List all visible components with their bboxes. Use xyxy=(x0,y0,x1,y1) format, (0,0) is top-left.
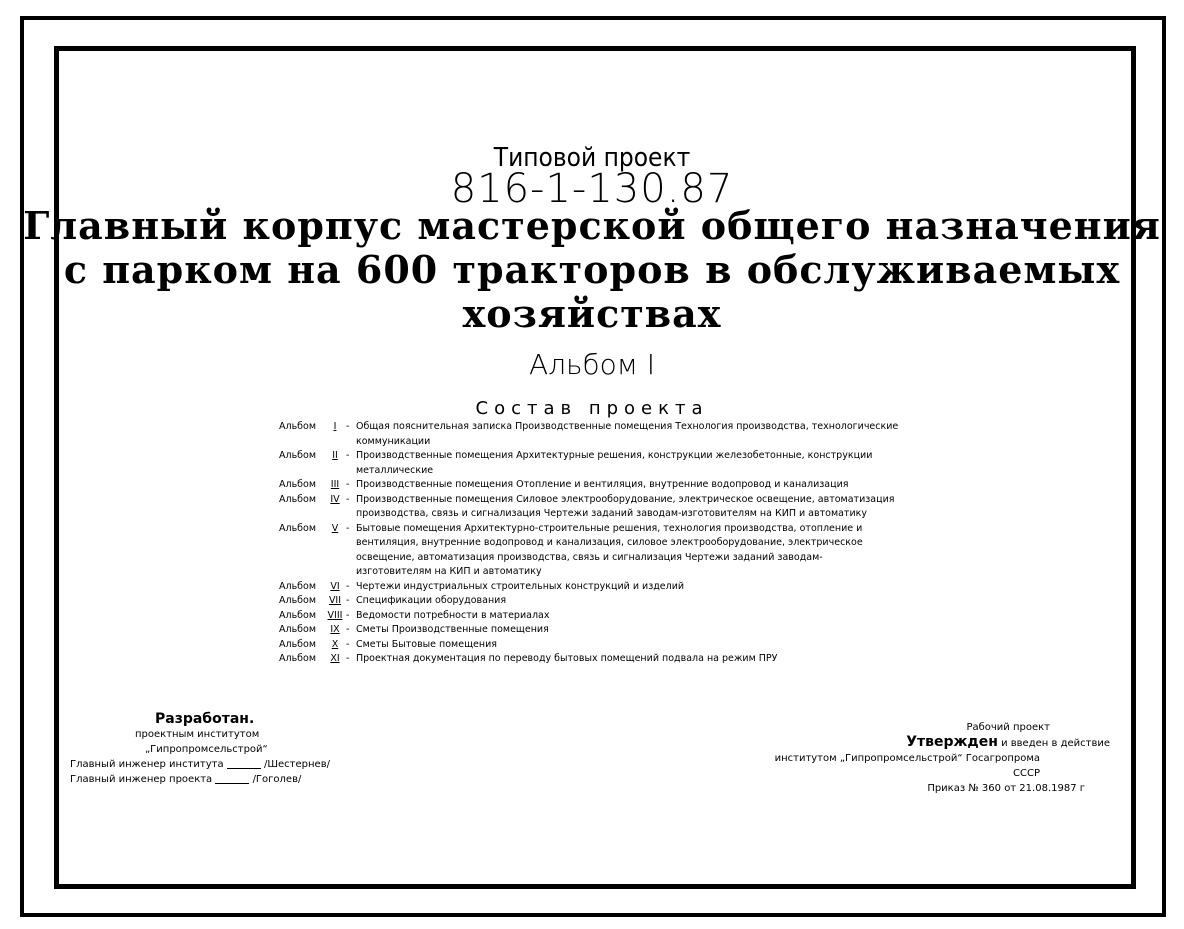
album-dash xyxy=(346,507,356,522)
album-text: изготовителям на КИП и автоматику xyxy=(356,566,542,577)
role-label: Главный инженер института xyxy=(70,759,224,770)
album-row xyxy=(279,420,939,435)
project-title xyxy=(0,204,1184,336)
album-label: Альбом xyxy=(279,580,317,592)
title-line: Главный корпус мастерской общего назначения xyxy=(23,203,1161,248)
album-label xyxy=(279,551,324,566)
album-roman: IX xyxy=(330,624,340,635)
album-roman xyxy=(324,507,346,522)
album-roman: IV xyxy=(330,493,340,505)
album-dash: - xyxy=(346,493,350,505)
album-label xyxy=(279,565,324,580)
album-row xyxy=(279,580,939,595)
album-dash xyxy=(346,536,356,551)
signature xyxy=(227,760,261,769)
album-label: Альбом xyxy=(279,595,317,606)
album-roman: V xyxy=(331,522,339,534)
album-label xyxy=(279,464,324,479)
album-roman: VI xyxy=(330,580,340,592)
album-roman xyxy=(324,551,346,566)
album-roman: XI xyxy=(330,653,340,664)
chief-engineer-institute xyxy=(70,757,330,772)
album-text: Бытовые помещения Архитектурно-строительные решения, технология производства, отопление и xyxy=(356,522,863,534)
album-row xyxy=(279,594,939,609)
album-roman: VIII xyxy=(327,609,343,621)
album-label xyxy=(279,507,324,522)
album-text: Производственные помещения Отопление и вентиляция, внутренние водопровод и канализация xyxy=(356,479,849,490)
person-name: /Гоголев/ xyxy=(252,774,302,785)
album-dash: - xyxy=(346,450,350,461)
album-roman xyxy=(324,536,346,551)
album-row xyxy=(279,507,939,522)
developer-heading: Разработан. xyxy=(155,711,255,727)
approval-block xyxy=(760,720,1110,796)
album-roman: VII xyxy=(328,595,342,606)
album-text: производства, связь и сигнализация Чертежи заданий заводам-изготовителям на КИП и автоматику xyxy=(356,508,868,519)
album-roman xyxy=(324,464,346,479)
role-label: Главный инженер проекта xyxy=(70,774,213,785)
signature xyxy=(215,775,249,784)
album-label: Альбом xyxy=(279,609,317,621)
album-text: Проектная документация по переводу бытовых помещений подвала на режим ПРУ xyxy=(356,653,778,664)
album-label xyxy=(279,536,324,551)
album-text: металлические xyxy=(356,464,434,476)
album-dash xyxy=(346,435,356,450)
album-roman xyxy=(324,435,346,450)
album-dash xyxy=(346,464,356,479)
chief-engineer-project xyxy=(70,772,330,787)
album-label: Альбом xyxy=(279,522,317,534)
album-dash: - xyxy=(346,479,350,490)
title-line: хозяйствах xyxy=(462,291,722,336)
album-dash: - xyxy=(346,595,350,606)
album-dash: - xyxy=(346,522,350,534)
album-row xyxy=(279,638,939,653)
album-roman: X xyxy=(331,638,339,650)
album-label: Альбом xyxy=(279,624,317,635)
album-text: Ведомости потребности в материалах xyxy=(356,609,550,621)
album-row xyxy=(279,565,939,580)
album-heading: Альбом I xyxy=(528,348,656,381)
album-dash: - xyxy=(346,653,350,664)
album-row xyxy=(279,435,939,450)
composition-heading: Состав проекта xyxy=(475,398,709,419)
album-text: Производственные помещения Силовое электрооборудование, электрическое освещение, автоматизация xyxy=(356,493,895,505)
album-label: Альбом xyxy=(279,638,317,650)
album-roman: II xyxy=(332,450,338,461)
album-label: Альбом xyxy=(279,421,317,432)
approval-status xyxy=(760,735,1110,751)
approval-institute: институтом „Гипропромсельстрой“ Госагропрома СССР xyxy=(774,753,1040,779)
album-text: Сметы Производственные помещения xyxy=(356,624,549,635)
album-row xyxy=(279,478,939,493)
album-row xyxy=(279,522,939,537)
album-roman xyxy=(324,565,346,580)
album-row xyxy=(279,652,939,667)
album-dash xyxy=(346,565,356,580)
album-text: Спецификации оборудования xyxy=(356,595,507,606)
album-text: освещение, автоматизация производства, связь и сигнализация Чертежи заданий заводам- xyxy=(356,551,823,563)
approval-text: и введен в действие xyxy=(1001,738,1110,749)
person-name: /Шестернев/ xyxy=(263,759,330,770)
developer-line: проектным институтом xyxy=(135,729,260,740)
album-dash: - xyxy=(346,609,350,621)
album-dash: - xyxy=(346,638,350,650)
album-row xyxy=(279,493,939,508)
approved-label: Утвержден xyxy=(906,734,998,750)
approval-order: Приказ № 360 от 21.08.1987 г xyxy=(927,783,1085,794)
album-label: Альбом xyxy=(279,653,317,664)
approval-line: Рабочий проект xyxy=(966,722,1050,733)
album-dash: - xyxy=(346,421,350,432)
album-dash: - xyxy=(346,580,350,592)
album-text: вентиляция, внутренние водопровод и канализация, силовое электрооборудование, электрическое xyxy=(356,537,863,548)
album-text: Сметы Бытовые помещения xyxy=(356,638,497,650)
album-roman: III xyxy=(330,479,340,490)
album-row xyxy=(279,609,939,624)
album-label: Альбом xyxy=(279,450,317,461)
album-text: Общая пояснительная записка Производственные помещения Технология производства, технологические xyxy=(356,421,899,432)
album-label xyxy=(279,435,324,450)
album-dash xyxy=(346,551,356,566)
developer-block xyxy=(70,712,330,787)
title-line: с парком на 600 тракторов в обслуживаемых xyxy=(63,247,1121,292)
album-row xyxy=(279,551,939,566)
album-text: Чертежи индустриальных строительных конструкций и изделий xyxy=(356,580,685,592)
album-row xyxy=(279,623,939,638)
album-row xyxy=(279,464,939,479)
album-label: Альбом xyxy=(279,479,317,490)
album-text: Производственные помещения Архитектурные решения, конструкции железобетонные, конструкции xyxy=(356,450,873,461)
album-label: Альбом xyxy=(279,493,317,505)
album-roman: I xyxy=(333,421,337,432)
album-list xyxy=(279,420,939,667)
project-number: 816-1-130.87 xyxy=(450,166,734,212)
developer-institute: „Гипропромсельстрой“ xyxy=(145,744,268,755)
album-text: коммуникации xyxy=(356,435,431,447)
album-row xyxy=(279,449,939,464)
project-type: Типовой проект xyxy=(493,143,691,173)
album-row xyxy=(279,536,939,551)
album-dash: - xyxy=(346,624,350,635)
